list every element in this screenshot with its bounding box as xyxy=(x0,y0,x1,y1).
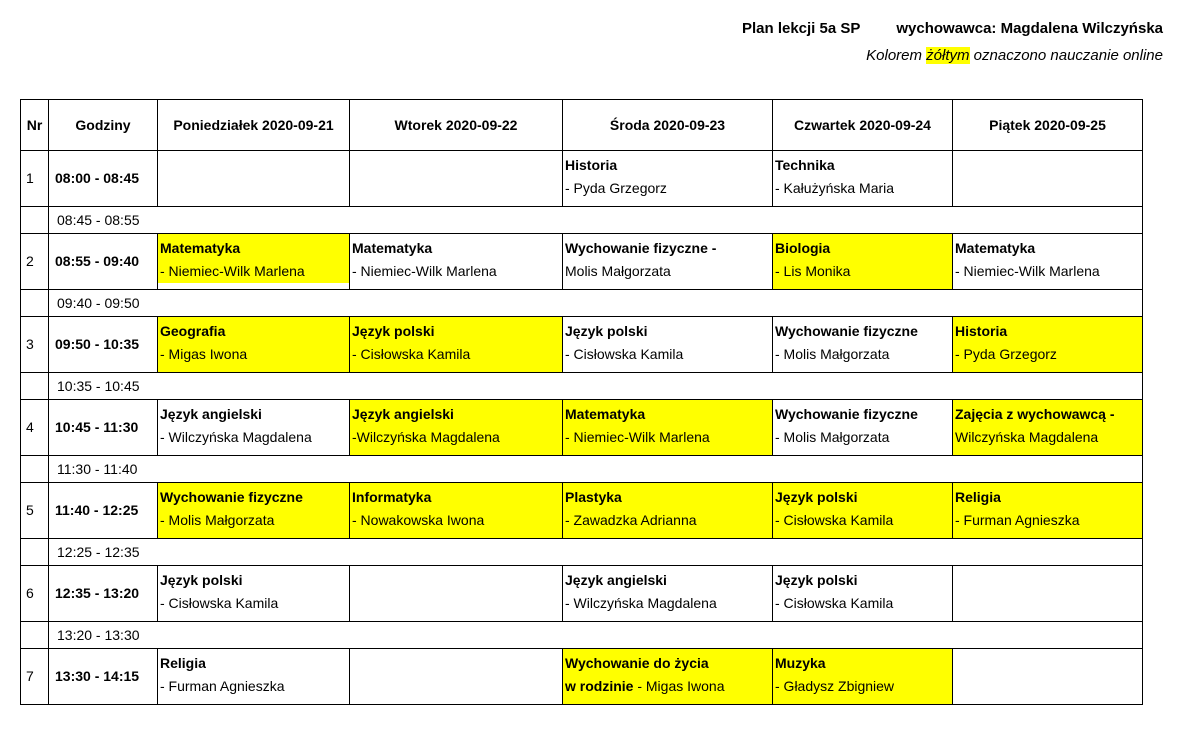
teacher-name: - Niemiec-Wilk Marlena xyxy=(565,429,710,445)
lesson-cell xyxy=(773,151,953,207)
break-nr-cell xyxy=(20,373,49,400)
break-row xyxy=(49,290,1143,317)
plan-title: Plan lekcji 5a SP xyxy=(741,20,861,37)
lesson-cell xyxy=(953,234,1143,290)
teacher-name: -Wilczyńska Magdalena xyxy=(352,429,500,445)
lesson-cell xyxy=(158,317,350,373)
break-nr-cell xyxy=(20,207,49,234)
teacher-name: - Cisłowska Kamila xyxy=(775,512,894,528)
teacher-name: - Pyda Grzegorz xyxy=(955,346,1057,362)
lesson-hours xyxy=(49,151,158,207)
break-nr-cell xyxy=(20,290,49,317)
empty-cell xyxy=(350,566,563,622)
subject-teacher-line xyxy=(565,675,772,698)
teacher-name: - Niemiec-Wilk Marlena xyxy=(955,263,1100,279)
column-header-label: Środa 2020-09-23 xyxy=(609,116,726,133)
teacher-name: - Molis Małgorzata xyxy=(775,346,890,362)
teacher-name: - Molis Małgorzata xyxy=(775,429,890,445)
lesson-cell xyxy=(563,483,773,539)
teacher-name: - Migas Iwona xyxy=(633,678,725,694)
empty-cell xyxy=(953,566,1143,622)
break-nr-cell xyxy=(20,622,49,649)
lesson-cell xyxy=(563,566,773,622)
teacher-name: - Furman Agnieszka xyxy=(955,512,1080,528)
lesson-cell xyxy=(350,400,563,456)
break-time: 08:45 - 08:55 xyxy=(57,212,140,228)
lesson-cell xyxy=(563,151,773,207)
lesson-number-label: 3 xyxy=(26,336,34,352)
lesson-hours-label: 09:50 - 10:35 xyxy=(55,336,140,352)
subject-name: Religia xyxy=(955,489,1001,505)
lesson-number xyxy=(20,566,49,622)
lesson-number-label: 2 xyxy=(26,253,34,269)
lesson-cell xyxy=(953,483,1143,539)
lesson-cell xyxy=(350,483,563,539)
column-header xyxy=(49,99,158,151)
teacher-name: - Cisłowska Kamila xyxy=(775,595,894,611)
lesson-number-label: 6 xyxy=(26,585,34,601)
lesson-cell xyxy=(953,317,1143,373)
lesson-hours-label: 10:45 - 11:30 xyxy=(55,419,139,435)
lesson-number xyxy=(20,317,49,373)
break-row xyxy=(49,207,1143,234)
lesson-cell xyxy=(773,483,953,539)
subject-name-cont: w rodzinie xyxy=(565,678,634,694)
column-header-label: Czwartek 2020-09-24 xyxy=(794,116,931,133)
subject-name: Biologia xyxy=(775,240,831,256)
teacher-name: - Niemiec-Wilk Marlena xyxy=(160,263,305,279)
lesson-hours-label: 08:00 - 08:45 xyxy=(55,170,140,186)
lesson-cell xyxy=(563,400,773,456)
teacher-name: - Cisłowska Kamila xyxy=(160,595,279,611)
teacher-name: - Kałużyńska Maria xyxy=(775,180,895,196)
teacher-name: - Gładysz Zbigniew xyxy=(775,678,895,694)
empty-cell xyxy=(953,649,1143,705)
legend-note xyxy=(866,47,1163,64)
header-title-line xyxy=(742,20,1163,37)
teacher-name: - Wilczyńska Magdalena xyxy=(565,595,717,611)
teacher-name: - Wilczyńska Magdalena xyxy=(160,429,312,445)
column-header xyxy=(953,99,1143,151)
teacher-name: Wilczyńska Magdalena xyxy=(955,429,1099,445)
lesson-cell xyxy=(158,649,350,705)
break-row xyxy=(49,456,1143,483)
break-time: 10:35 - 10:45 xyxy=(57,378,140,394)
subject-name: Matematyka xyxy=(160,240,241,256)
lesson-cell xyxy=(773,317,953,373)
lesson-cell xyxy=(563,317,773,373)
break-time: 13:20 - 13:30 xyxy=(57,627,140,643)
lesson-number-label: 1 xyxy=(26,170,34,186)
tutor-label: wychowawca: Magdalena Wilczyńska xyxy=(896,20,1163,37)
teacher-name: - Molis Małgorzata xyxy=(160,512,275,528)
column-header xyxy=(20,99,49,151)
lesson-number xyxy=(20,649,49,705)
lesson-hours xyxy=(49,317,158,373)
break-nr-cell xyxy=(20,456,49,483)
lesson-hours-label: 13:30 - 14:15 xyxy=(55,668,140,684)
subject-name: Muzyka xyxy=(775,655,826,671)
break-row xyxy=(49,373,1143,400)
lesson-cell xyxy=(563,649,773,705)
subject-name: Matematyka xyxy=(955,240,1036,256)
legend-yellow-word: żółtym xyxy=(926,47,970,64)
subject-name: Język angielski xyxy=(160,406,262,422)
teacher-name: Molis Małgorzata xyxy=(565,263,671,279)
lesson-cell xyxy=(953,400,1143,456)
column-header xyxy=(158,99,350,151)
subject-name: Zajęcia z wychowawcą - xyxy=(955,406,1115,422)
lesson-hours-label: 11:40 - 12:25 xyxy=(55,502,139,518)
subject-name: Religia xyxy=(160,655,206,671)
lesson-number xyxy=(20,151,49,207)
teacher-name: - Cisłowska Kamila xyxy=(565,346,684,362)
subject-name: Język angielski xyxy=(352,406,454,422)
lesson-hours xyxy=(49,566,158,622)
subject-name: Wychowanie fizyczne xyxy=(160,489,303,505)
break-row xyxy=(49,622,1143,649)
subject-name: Wychowanie fizyczne xyxy=(775,406,918,422)
subject-name: Geografia xyxy=(160,323,226,339)
column-header xyxy=(350,99,563,151)
lesson-number-label: 4 xyxy=(26,419,34,435)
break-time: 09:40 - 09:50 xyxy=(57,295,140,311)
teacher-name: - Zawadzka Adrianna xyxy=(565,512,697,528)
subject-name: Język polski xyxy=(352,323,435,339)
legend-note-start: Kolorem xyxy=(866,47,927,64)
teacher-name: - Pyda Grzegorz xyxy=(565,180,667,196)
subject-name: Język polski xyxy=(160,572,243,588)
subject-name: Język polski xyxy=(775,489,858,505)
legend-note-end: oznaczono nauczanie online xyxy=(969,47,1163,64)
lesson-number xyxy=(20,400,49,456)
lesson-cell xyxy=(158,566,350,622)
lesson-number-label: 5 xyxy=(26,502,34,518)
subject-name: Język polski xyxy=(775,572,858,588)
subject-name: Informatyka xyxy=(352,489,432,505)
lesson-cell xyxy=(563,234,773,290)
empty-cell xyxy=(350,151,563,207)
column-header xyxy=(773,99,953,151)
subject-name: Matematyka xyxy=(565,406,646,422)
lesson-hours xyxy=(49,400,158,456)
subject-name: Język angielski xyxy=(565,572,667,588)
lesson-cell xyxy=(773,649,953,705)
column-header xyxy=(563,99,773,151)
lesson-hours xyxy=(49,483,158,539)
empty-cell xyxy=(158,151,350,207)
subject-name: Technika xyxy=(775,157,835,173)
teacher-name: - Niemiec-Wilk Marlena xyxy=(352,263,497,279)
subject-name: Historia xyxy=(955,323,1008,339)
teacher-name: - Cisłowska Kamila xyxy=(352,346,471,362)
break-nr-cell xyxy=(20,539,49,566)
lesson-cell xyxy=(350,234,563,290)
column-header-label: Godziny xyxy=(75,116,131,133)
lesson-cell xyxy=(350,317,563,373)
empty-cell xyxy=(350,649,563,705)
column-header-label: Wtorek 2020-09-22 xyxy=(394,116,518,133)
lesson-hours xyxy=(49,649,158,705)
subject-name: Matematyka xyxy=(352,240,433,256)
timetable xyxy=(20,99,1143,706)
lesson-cell xyxy=(158,400,350,456)
lesson-hours xyxy=(49,234,158,290)
lesson-number xyxy=(20,483,49,539)
subject-name: Plastyka xyxy=(565,489,622,505)
subject-name: Wychowanie fizyczne xyxy=(775,323,918,339)
column-header-label: Nr xyxy=(26,116,43,133)
empty-cell xyxy=(953,151,1143,207)
lesson-cell xyxy=(773,234,953,290)
subject-name: Język polski xyxy=(565,323,648,339)
column-header-label: Poniedziałek 2020-09-21 xyxy=(173,116,334,133)
lesson-cell xyxy=(773,400,953,456)
lesson-cell xyxy=(158,234,350,290)
column-header-label: Piątek 2020-09-25 xyxy=(989,116,1106,133)
subject-name: Wychowanie do życia xyxy=(565,655,709,671)
break-time: 12:25 - 12:35 xyxy=(57,544,140,560)
teacher-name: - Lis Monika xyxy=(775,263,851,279)
teacher-name: - Migas Iwona xyxy=(160,346,248,362)
teacher-name: - Nowakowska Iwona xyxy=(352,512,485,528)
lesson-number-label: 7 xyxy=(26,668,34,684)
lesson-number xyxy=(20,234,49,290)
lesson-cell xyxy=(158,483,350,539)
lesson-hours-label: 12:35 - 13:20 xyxy=(55,585,140,601)
break-time: 11:30 - 11:40 xyxy=(57,461,138,477)
lesson-cell xyxy=(773,566,953,622)
subject-name: Wychowanie fizyczne - xyxy=(565,240,717,256)
subject-name: Historia xyxy=(565,157,618,173)
break-row xyxy=(49,539,1143,566)
teacher-name: - Furman Agnieszka xyxy=(160,678,285,694)
lesson-hours-label: 08:55 - 09:40 xyxy=(55,253,140,269)
